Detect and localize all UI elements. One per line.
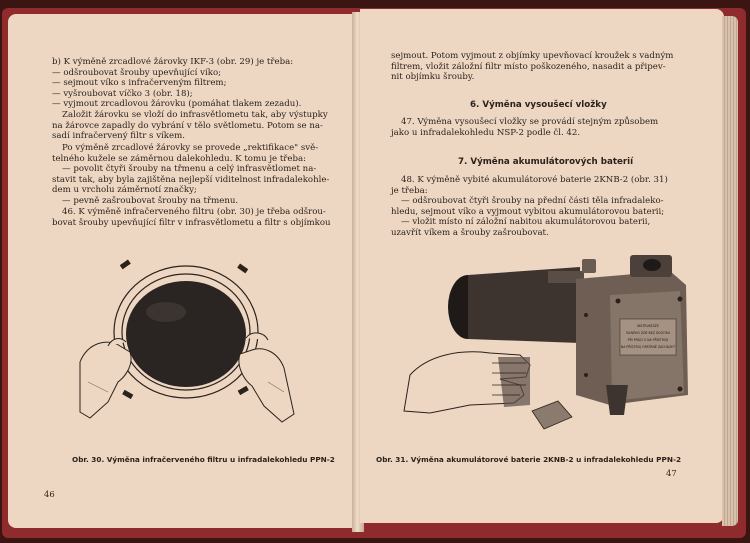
text-line: na žárovce zapadly do vybrání v tělo světlometu. Potom se na- [52, 120, 323, 131]
page-edges [722, 16, 738, 526]
text-line: sadí infračervený filtr s víkem. [52, 131, 185, 142]
knob [582, 259, 596, 273]
text-line: b) K výměně zrcadlové žárovky IKF-3 (obr. 29) je třeba: [52, 57, 294, 67]
left-text-block-a [52, 57, 328, 142]
text-line: — vložit místo ní záložní nabitou akumulátorovou baterii, [401, 217, 651, 228]
filter-glass [126, 281, 246, 387]
label-line: NA PŘÍSTROJ OPATRNĚ ZACHÁZET [620, 345, 676, 349]
right-page [360, 9, 724, 523]
text-line: je třeba: [391, 185, 428, 196]
label-line: PŘI PRÁCI S NA PŘÍSTROJI [627, 338, 669, 342]
figure-31-caption: Obr. 31. Výměna akumulátorové baterie 2KNB-2 u infradalekohledu PPN-2 [376, 455, 682, 464]
text-line: — odšroubovat čtyři šrouby na přední části těla infradaleko- [401, 196, 664, 207]
warning-label [620, 319, 676, 355]
right-text-block-b [391, 117, 658, 138]
section-6-heading: 6. Výměna vysoušecí vložky [470, 100, 607, 110]
text-line: 47. Výměna vysoušecí vložky se provádí stejným způsobem [401, 117, 659, 127]
text-line: — vyjmout zrcadlovou žárovku (pomáhat tlakem zezadu). [52, 99, 302, 110]
text-line: 48. K výměně vybité akumulátorové baterie 2KNB-2 (obr. 31) [401, 175, 668, 185]
left-hand [80, 342, 131, 418]
text-line: dem u vrcholu záměrnotí značky; [52, 185, 197, 196]
text-line: hledu, sejmout víko a vyjmout vybitou akumulátorovou baterii; [391, 206, 665, 217]
label-line: SILNÉHO ZDE BEZ DOZORU [625, 331, 671, 335]
text-line: — vyšroubovat víčko 3 (obr. 18); [52, 88, 193, 99]
text-line: bovat šrouby upevňující filtr v infrasvětlometu a filtr s objímkou [52, 217, 331, 228]
label-line: INSTRUKTAŽE [637, 324, 659, 328]
removed-cover [532, 401, 572, 429]
page-number-right: 47 [666, 468, 677, 478]
text-line: telného kužele se záměrnou dalekohledu. K tomu je třeba: [52, 153, 307, 164]
right-hand [239, 349, 294, 422]
text-line: — pevně zašroubovat šrouby na třmenu. [62, 195, 239, 206]
right-text-block-a [391, 51, 673, 83]
text-line: filtrem, vložit záložní filtr místo poškozeného, nasadit a připev- [391, 61, 666, 72]
text-line: — povolit čtyři šrouby na třmenu a celý infrasvětlomet na- [62, 164, 317, 175]
text-line: nit objímku šrouby. [391, 72, 475, 83]
text-line: sejmout. Potom vyjmout z objímky upevňovací kroužek s vadným [391, 51, 674, 61]
text-line: Založit žárovku se vloží do infrasvětlometu tak, aby výstupky [62, 109, 328, 120]
section-7-heading: 7. Výměna akumulátorových baterií [458, 157, 634, 167]
text-line: Po výměně zrcadlové žárovky se provede „rektifikace" svě- [62, 143, 319, 153]
text-line: 46. K výměně infračerveného filtru (obr. 30) je třeba odšrou- [62, 207, 326, 217]
left-text-block-b [52, 143, 329, 207]
left-text-block-c [52, 207, 331, 228]
text-line: uzavřít víkem a šrouby zašroubovat. [391, 227, 549, 238]
left-page [8, 14, 360, 528]
text-line: — odšroubovat šrouby upevňující víko; [52, 67, 222, 78]
figure-31-battery-illustration [380, 245, 700, 445]
text-line: jako u infradalekohledu NSP-2 podle čl. 42. [391, 127, 581, 138]
figure-30-caption: Obr. 30. Výměna infračerveného filtru u infradalekohledu PPN-2 [72, 455, 335, 464]
right-text-block-c [391, 175, 668, 239]
page-number-left: 46 [44, 489, 55, 499]
figure-30-filter-illustration [68, 242, 318, 442]
text-line: — sejmout víko s infračerveným filtrem; [52, 78, 227, 89]
text-line: stavit tak, aby byla zajištěna nejlepší viditelnost infradalekohle- [52, 174, 330, 185]
